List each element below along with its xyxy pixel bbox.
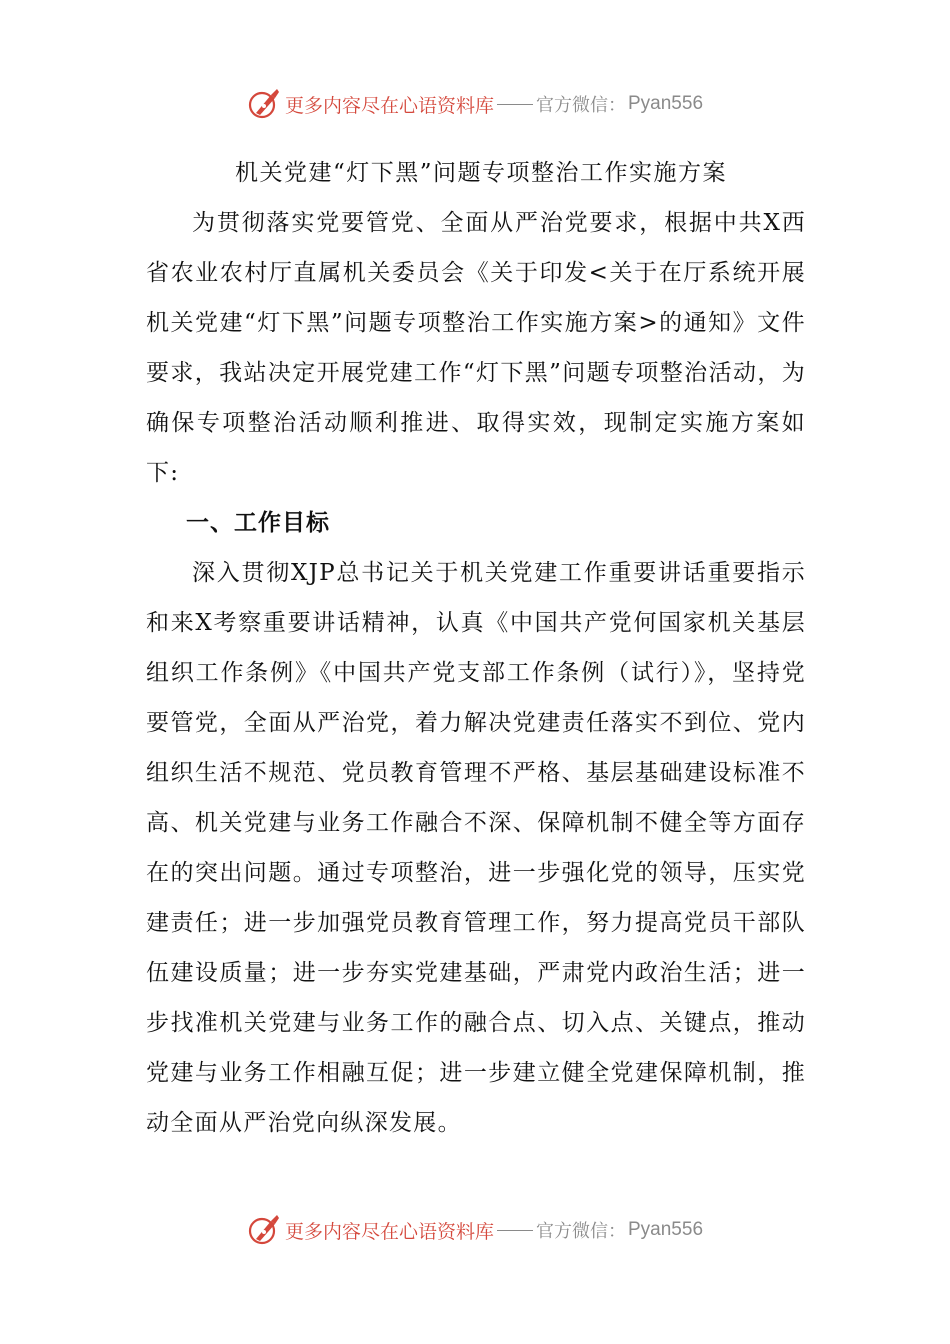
banner-wechat-id: Pyan556	[628, 93, 704, 114]
header-watermark-banner	[0, 86, 950, 122]
section-heading-work-goals: 一、工作目标	[186, 510, 330, 536]
banner-dash-divider	[497, 1230, 533, 1231]
footer-watermark-banner	[0, 1212, 950, 1248]
pen-nib-circle-icon	[247, 1213, 281, 1247]
work-goals-paragraph: 深入贯彻XJP总书记关于机关党建工作重要讲话重要指示和来X考察重要讲话精神，认真《中国共产党何国家机关基层组织工作条例》《中国共产党支部工作条例（试行）》，坚持党要管党，全面从严治党，着力解决党建责任落实不到位、党内组织生活不规范、党员教育管理不严格、基层基础建设标准不高、机关党建与业务工作融合不深、保障机制不健全等方面存在的突出问题。通过专项整治，进一步强化党的领导，压实党建责任；进一步加强党员教育管理工作，努力提高党员干部队伍建设质量；进一步夯实党建基础，严肃党内政治生活；进一步找准机关党建与业务工作的融合点、切入点、关键点，推动党建与业务工作相融互促；进一步建立健全党建保障机制，推动全面从严治党向纵深发展。	[146, 560, 806, 1136]
banner-official-label: 官方微信：	[536, 1221, 626, 1242]
intro-paragraph: 为贯彻落实党要管党、全面从严治党要求，根据中共X西省农业农村厅直属机关委员会《关于印发<关于在厅系统开展机关党建“灯下黑”问题专项整治工作实施方案>的通知》文件要求，我站决定开展党建工作“灯下黑”问题专项整治活动，为确保专项整治活动顺利推进、取得实效，现制定实施方案如下:	[146, 210, 806, 486]
banner-official-label: 官方微信：	[536, 95, 626, 116]
document-body	[146, 148, 806, 1148]
banner-dash-divider	[497, 104, 533, 105]
pen-nib-circle-icon	[247, 87, 281, 121]
document-title: 机关党建“灯下黑”问题专项整治工作实施方案	[234, 160, 728, 186]
banner-brand-text: 更多内容尽在心语资料库	[284, 94, 494, 117]
banner-brand-text: 更多内容尽在心语资料库	[284, 1220, 494, 1243]
banner-wechat-id: Pyan556	[628, 1219, 704, 1240]
